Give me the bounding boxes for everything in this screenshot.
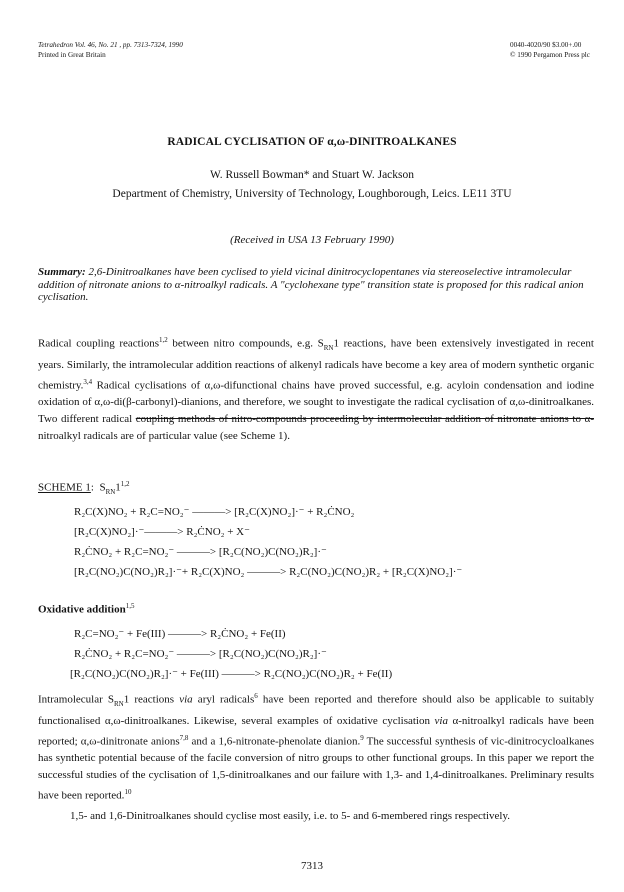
p1-text: between nitro compounds, e.g. S: [167, 337, 324, 350]
p2-ref: 10: [124, 788, 132, 797]
scheme-label: SCHEME 1: [38, 481, 91, 494]
scheme-equation-1: R₂C(X)NO₂ + R₂C=NO₂⁻ ———> [R₂C(X)NO₂]·⁻ + R₂ĊNO₂: [74, 506, 355, 518]
summary-label: Summary:: [38, 266, 86, 278]
p2-sub: RN: [114, 699, 124, 708]
scheme-colon: :: [90, 481, 94, 494]
p2-text: α-nitroalkyl radicals have been reported; α,ω-dinitronate anions: [38, 714, 594, 748]
summary: [38, 266, 594, 304]
p2-text: and a 1,6-nitronate-phenolate dianion.: [188, 735, 361, 748]
p2-ref: 6: [254, 692, 258, 700]
price-code: 0040-4020/90 $3.00+.00: [510, 41, 582, 49]
p2-text: have been reported and therefore should also be applicable to suitably functionalised α,ω-dinitroalkanes. Likewise, several examples of oxidative cyclisation: [38, 693, 594, 727]
scheme-name-sub: RN: [105, 487, 116, 496]
affiliation: Department of Chemistry, University of Technology, Loughborough, Leics. LE11 3TU: [112, 188, 512, 200]
received-date: (Received in USA 13 February 1990): [230, 234, 394, 246]
p1-struck-text: coupling methods of nitro-compounds proceeding by intermolecular addition of nitronate anions to α-: [135, 413, 594, 426]
p1-ref: 3,4: [83, 377, 93, 386]
paragraph-1: [38, 332, 594, 445]
oxidative-equation-3: [R₂C(NO₂)C(NO₂)R₂]·⁻ + Fe(III) ———> R₂C(NO₂)C(NO₂)R₂ + Fe(II): [70, 668, 393, 680]
oxidative-heading: [38, 602, 134, 616]
header-left: [38, 40, 183, 60]
summary-text: 2,6-Dinitroalkanes have been cyclised to yield vicinal dinitrocyclopentanes via stereoselective intramolecular addition of nitronate anions to α-nitroalkyl radicals. A "cyclohexane type" transition state is proposed for this radical anion cyclisation.: [38, 266, 584, 303]
p1-ref: 1,2: [159, 336, 168, 344]
p1-text: 1 reactions, have been extensively investigated in recent years. Similarly, the intramolecular addition reactions of alkenyl radicals have become a key area of modern synthetic organic chemistry.: [38, 337, 594, 392]
copyright: © 1990 Pergamon Press plc: [510, 51, 590, 59]
oxidative-label: Oxidative addition: [38, 603, 126, 616]
p1-sub: RN: [323, 343, 334, 352]
p2-italic: via: [179, 693, 193, 706]
p2-text: aryl radicals: [192, 693, 255, 706]
scheme-heading: [38, 480, 130, 496]
oxidative-equation-1: R₂C=NO₂⁻ + Fe(III) ———> R₂ĊNO₂ + Fe(II): [74, 628, 286, 640]
scheme-ref: 1,2: [120, 480, 130, 488]
authors: W. Russell Bowman* and Stuart W. Jackson: [209, 169, 414, 181]
p2-text: Intramolecular S: [38, 693, 114, 706]
page-number: 7313: [301, 860, 323, 872]
p2-ref: 7,8: [179, 733, 189, 742]
p2-italic: via: [434, 714, 448, 727]
oxidative-equation-2: R₂ĊNO₂ + R₂C=NO₂⁻ ———> [R₂C(NO₂)C(NO₂)R₂]·⁻: [74, 648, 327, 660]
header-right: [510, 40, 590, 60]
printed-in: Printed in Great Britain: [38, 51, 106, 59]
p2-text: 1 reactions: [123, 693, 180, 706]
p1-text: nitroalkyl radicals are of particular value (see Scheme 1).: [38, 430, 290, 443]
article-title: RADICAL CYCLISATION OF α,ω-DINITROALKANES: [167, 136, 457, 148]
p2-text: The successful synthesis of vic-dinitrocycloalkanes has synthetic potential because of the facile conversion of nitro groups to other functional groups. In this paper we report the successful studies of the cyclisation of 1,5-dinitroalkanes and our failure with 1,3- and 1,4-dinitroalkanes. Preliminary results have been reported.: [38, 735, 594, 802]
scheme-name: S: [99, 481, 106, 494]
scheme-equation-2: [R₂C(X)NO₂]·⁻———> R₂ĊNO₂ + X⁻: [74, 526, 250, 538]
p1-text: Radical coupling reactions: [38, 337, 160, 350]
scheme-equation-4: [R₂C(NO₂)C(NO₂)R₂]·⁻+ R₂C(X)NO₂ ———> R₂C(NO₂)C(NO₂)R₂ + [R₂C(X)NO₂]·⁻: [74, 566, 463, 578]
scheme-equation-3: R₂ĊNO₂ + R₂C=NO₂⁻ ———> [R₂C(NO₂)C(NO₂)R₂]·⁻: [74, 546, 327, 558]
paragraph-3: 1,5- and 1,6-Dinitroalkanes should cyclise most easily, i.e. to 5- and 6-membered rings respectively.: [70, 810, 510, 822]
p2-ref: 9: [360, 733, 364, 742]
p1-text: Radical cyclisations of α,ω-difunctional chains have proved successful, e.g. acyloin condensation and iodine oxidation of α,ω-di(β-carbonyl)-dianions, and therefore, we sought to investigate the radical cyclisation of α,ω-dinitroalkanes. Two different radical: [38, 379, 594, 426]
journal-citation: Tetrahedron Vol. 46, No. 21 , pp. 7313-7324, 1990: [38, 41, 183, 49]
paragraph-2: [38, 688, 594, 805]
oxidative-ref: 1,5: [125, 602, 135, 610]
scheme-name: 1: [115, 481, 121, 494]
